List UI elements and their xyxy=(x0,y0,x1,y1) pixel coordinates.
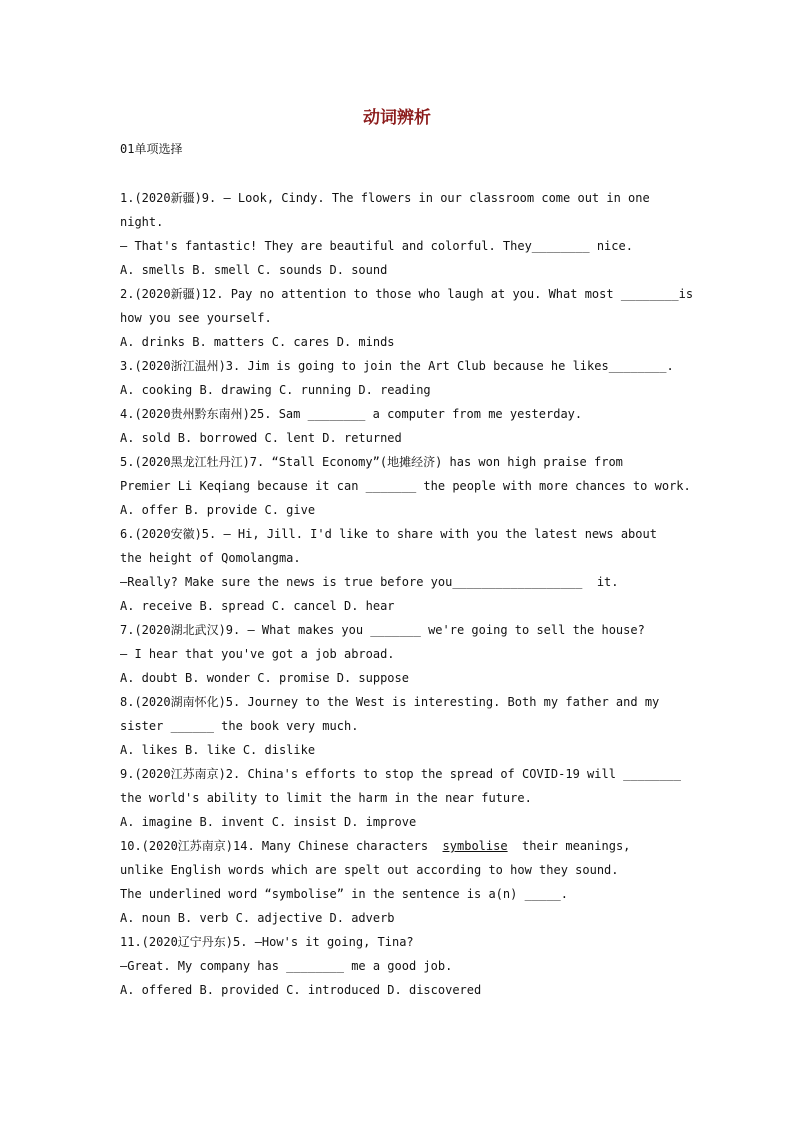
question-line: 3.(2020浙江温州)3. Jim is going to join the Art Club because he likes________. xyxy=(120,359,674,373)
section-heading: 01单项选择 xyxy=(120,142,183,156)
answer-options: A. likes B. like C. dislike xyxy=(120,743,316,757)
question-line: how you see yourself. xyxy=(120,311,272,325)
question-line: 1.(2020新疆)9. — Look, Cindy. The flowers in our classroom come out in one xyxy=(120,191,650,205)
question-line: 11.(2020辽宁丹东)5. —How's it going, Tina? xyxy=(120,935,414,949)
answer-options: A. offer B. provide C. give xyxy=(120,503,316,517)
question-line: 9.(2020江苏南京)2. China's efforts to stop the spread of COVID-19 will ________ xyxy=(120,767,681,781)
answer-options: A. imagine B. invent C. insist D. improve xyxy=(120,815,417,829)
question-line: —Great. My company has ________ me a good job. xyxy=(120,959,453,973)
answer-options: A. receive B. spread C. cancel D. hear xyxy=(120,599,395,613)
page-title: 动词辨析 xyxy=(363,108,431,128)
answer-options: A. offered B. provided C. introduced D. discovered xyxy=(120,983,482,997)
answer-options: A. doubt B. wonder C. promise D. suppose xyxy=(120,671,409,685)
question-line: the height of Qomolangma. xyxy=(120,551,301,565)
question-line: 4.(2020贵州黔东南州)25. Sam ________ a computer from me yesterday. xyxy=(120,407,583,421)
answer-options: A. sold B. borrowed C. lent D. returned xyxy=(120,431,402,445)
question-line: unlike English words which are spelt out according to how they sound. xyxy=(120,863,619,877)
question-line: —Really? Make sure the news is true before you__________________ it. xyxy=(120,575,619,589)
question-line: the world's ability to limit the harm in the near future. xyxy=(120,791,532,805)
answer-options: A. noun B. verb C. adjective D. adverb xyxy=(120,911,395,925)
question-line: night. xyxy=(120,215,164,229)
question-line: — I hear that you've got a job abroad. xyxy=(120,647,395,661)
question-line: 5.(2020黑龙江牡丹江)7. “Stall Economy”(地摊经济) has won high praise from xyxy=(120,455,623,469)
question-list xyxy=(120,186,694,1002)
question-line: 2.(2020新疆)12. Pay no attention to those who laugh at you. What most ________is xyxy=(120,287,694,301)
question-line: 6.(2020安徽)5. — Hi, Jill. I'd like to share with you the latest news about xyxy=(120,527,657,541)
answer-options: A. smells B. smell C. sounds D. sound xyxy=(120,263,388,277)
answer-options: A. cooking B. drawing C. running D. reading xyxy=(120,383,431,397)
question-line: 8.(2020湖南怀化)5. Journey to the West is interesting. Both my father and my xyxy=(120,695,660,709)
answer-options: A. drinks B. matters C. cares D. minds xyxy=(120,335,395,349)
question-line: — That's fantastic! They are beautiful and colorful. They________ nice. xyxy=(120,239,633,253)
underlined-word: symbolise xyxy=(442,839,508,853)
question-line: 10.(2020江苏南京)14. Many Chinese characters symbolise their meanings, xyxy=(120,839,631,853)
question-line: The underlined word “symbolise” in the sentence is a(n) _____. xyxy=(120,887,568,901)
question-line: sister ______ the book very much. xyxy=(120,719,359,733)
question-line: Premier Li Keqiang because it can _______ the people with more chances to work. xyxy=(120,479,691,493)
question-line: 7.(2020湖北武汉)9. — What makes you _______ we're going to sell the house? xyxy=(120,623,645,637)
